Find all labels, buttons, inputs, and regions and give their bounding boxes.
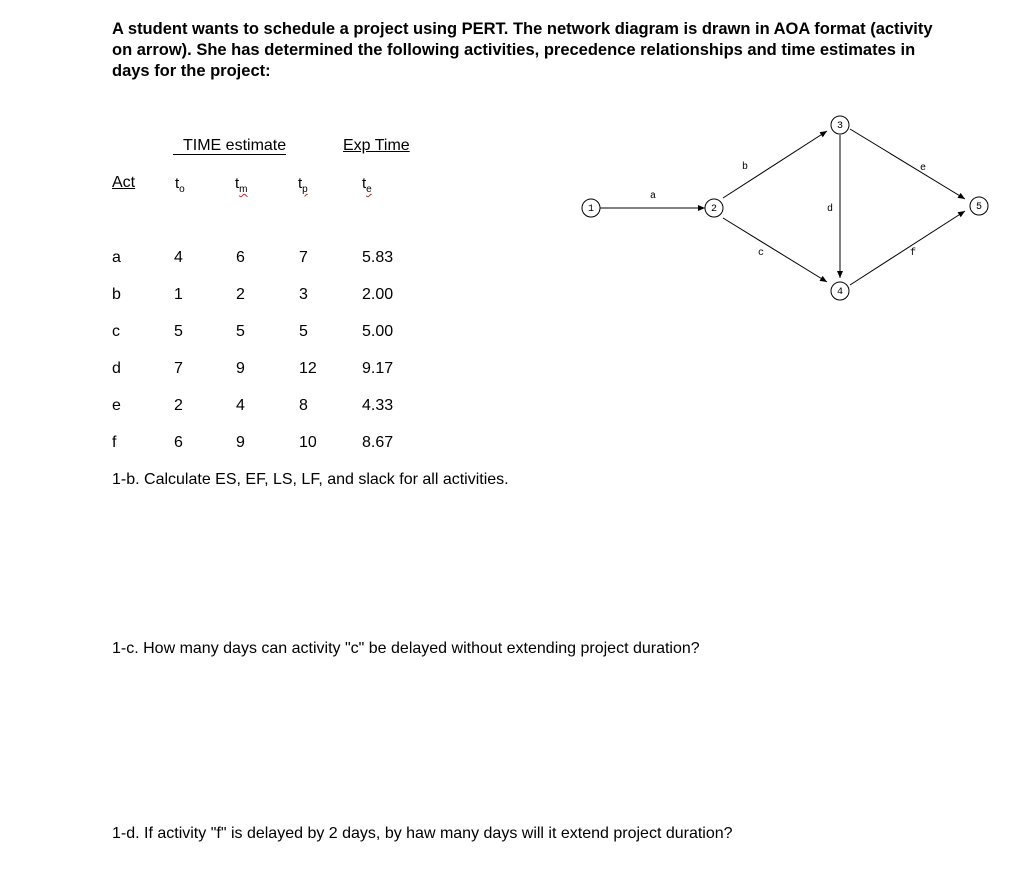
arrow-label-b: b bbox=[742, 162, 749, 173]
optimistic-time-header: $t_o$ bbox=[175, 175, 185, 195]
te-cell: 8.67 bbox=[362, 434, 394, 451]
arrow-e bbox=[850, 129, 965, 199]
tm-cell: 2 bbox=[236, 286, 245, 303]
te-cell: 2.00 bbox=[362, 286, 394, 303]
tm-cell: 9 bbox=[236, 360, 245, 377]
arrow-label-e: e bbox=[920, 163, 927, 174]
activity-cell: f bbox=[112, 434, 117, 451]
to-cell: 5 bbox=[174, 323, 183, 340]
arrow-c bbox=[723, 218, 827, 282]
node-label: 1 bbox=[587, 204, 595, 215]
tp-cell: 7 bbox=[299, 249, 308, 266]
node-label: 5 bbox=[975, 202, 983, 213]
arrow-f bbox=[850, 211, 965, 285]
arrow-label-f: f bbox=[910, 248, 917, 259]
to-cell: 6 bbox=[174, 434, 183, 451]
activity-cell: e bbox=[112, 397, 121, 414]
arrow-label-c: c bbox=[758, 248, 765, 259]
network-node bbox=[831, 116, 849, 134]
tm-cell: 5 bbox=[236, 323, 245, 340]
te-cell: 9.17 bbox=[362, 360, 394, 377]
problem-intro: A student wants to schedule a project using PERT. The network diagram is drawn in AOA format (activity on arrow). She has determined the following activities, precedence relationships and time estimates in days for the project: bbox=[112, 20, 933, 80]
node-label: 4 bbox=[836, 287, 844, 298]
arrow-label-a: a bbox=[650, 191, 657, 202]
pessimistic-time-header: $t_p$ bbox=[298, 175, 308, 195]
activity-cell: a bbox=[112, 249, 121, 266]
to-cell: 4 bbox=[174, 249, 183, 266]
question-1c: 1-c. How many days can activity "c" be delayed without extending project duration? bbox=[112, 640, 700, 657]
network-node bbox=[970, 197, 988, 215]
activity-cell: d bbox=[112, 360, 121, 377]
network-node bbox=[831, 282, 849, 300]
node-label: 2 bbox=[710, 204, 718, 215]
te-cell: 5.83 bbox=[362, 249, 394, 266]
activity-cell: b bbox=[112, 286, 121, 303]
question-1d: 1-d. If activity "f" is delayed by 2 days, by haw many days will it extend project duration? bbox=[112, 825, 733, 842]
tp-cell: 10 bbox=[299, 434, 317, 451]
tm-cell: 6 bbox=[236, 249, 245, 266]
node-label: 3 bbox=[836, 121, 844, 132]
tm-cell: 9 bbox=[236, 434, 245, 451]
te-cell: 5.00 bbox=[362, 323, 394, 340]
question-1b: 1-b. Calculate ES, EF, LS, LF, and slack for all activities. bbox=[112, 471, 509, 488]
time-estimate-header: TIME estimate bbox=[173, 137, 286, 155]
to-cell: 1 bbox=[174, 286, 183, 303]
tp-cell: 8 bbox=[299, 397, 308, 414]
tp-cell: 5 bbox=[299, 323, 308, 340]
aoa-network-diagram bbox=[570, 105, 1000, 305]
expected-time-header: $t_e$ bbox=[362, 175, 372, 195]
to-cell: 7 bbox=[174, 360, 183, 377]
network-node bbox=[705, 199, 723, 217]
tm-cell: 4 bbox=[236, 397, 245, 414]
exp-time-header: Exp Time bbox=[343, 137, 410, 154]
te-cell: 4.33 bbox=[362, 397, 394, 414]
most-likely-time-header: $t_m$ bbox=[235, 175, 248, 195]
tp-cell: 3 bbox=[299, 286, 308, 303]
act-column-header: Act bbox=[112, 174, 136, 191]
network-node bbox=[582, 199, 600, 217]
arrow-label-d: d bbox=[827, 204, 834, 215]
activity-cell: c bbox=[112, 323, 120, 340]
arrow-b bbox=[723, 131, 827, 198]
to-cell: 2 bbox=[174, 397, 183, 414]
tp-cell: 12 bbox=[299, 360, 317, 377]
